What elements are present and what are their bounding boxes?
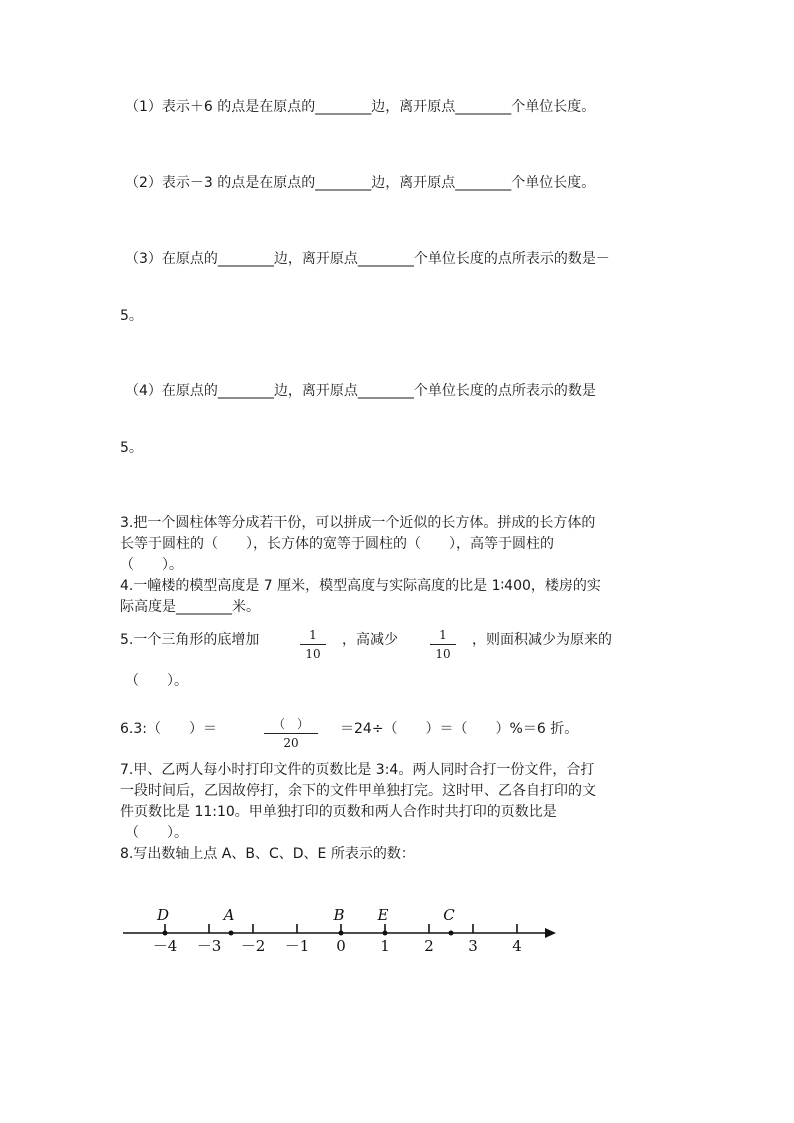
question-4-line1: 4.一幢楼的模型高度是 7 厘米，模型高度与实际高度的比是 1∶400，楼房的实 (120, 578, 601, 594)
question-8: 8.写出数轴上点 A、B、C、D、E 所表示的数： (120, 846, 415, 862)
sub-question-4-line1: （4）在原点的________边，离开原点________个单位长度的点所表示的数是 (125, 383, 596, 399)
fraction-denominator: 10 (305, 647, 321, 661)
question-3-line1: 3.把一个圆柱体等分成若干份，可以拼成一个近似的长方体。拼成的长方体的 (120, 515, 596, 531)
question-5-middle: ，高减少 (342, 632, 398, 648)
question-6-suffix: ＝24÷（ ）＝（ ）%＝6 折。 (340, 721, 579, 737)
question-4-line2: 际高度是________米。 (120, 599, 260, 615)
sub-question-3-line2: 5。 (120, 308, 143, 324)
question-6-prefix: 6.3:（ ）＝ (120, 721, 217, 737)
question-7-line2: 一段时间后，乙因故停打，余下的文件甲单独打完。这时甲、乙各自打印的文 (120, 783, 596, 799)
tick-label: －4 (152, 937, 178, 955)
question-7-line1: 7.甲、乙两人每小时打印文件的页数比是 3:4。两人同时合打一份文件，合打 (120, 762, 595, 778)
sub-question-1: （1）表示＋6 的点是在原点的________边，离开原点________个单位长度。 (125, 99, 596, 115)
fraction-numerator: 1 (439, 628, 447, 642)
question-5-prefix: 5.一个三角形的底增加 (120, 632, 260, 648)
number-line-arrow-icon (545, 928, 556, 938)
point-marker (383, 931, 388, 936)
tick-label: －1 (284, 937, 310, 955)
number-line (0, 890, 794, 970)
fraction-bar (264, 733, 318, 734)
question-3-line3: （ ）。 (120, 557, 183, 573)
point-label: D (156, 906, 170, 924)
tick-label: 1 (380, 937, 390, 955)
sub-question-4-line2: 5。 (120, 440, 143, 456)
sub-question-2: （2）表示－3 的点是在原点的________边，离开原点________个单位长度。 (125, 175, 596, 191)
question-5-fraction-1 (300, 628, 326, 661)
tick-label: 3 (468, 937, 478, 955)
question-7-line3: 件页数比是 11:10。甲单独打印的页数和两人合作时共打印的页数比是 (120, 804, 557, 820)
fraction-denominator: 20 (283, 736, 299, 750)
fraction-numerator: （ ） (272, 717, 309, 731)
tick-label: －3 (196, 937, 222, 955)
fraction-denominator: 10 (435, 647, 451, 661)
point-label: E (377, 906, 389, 924)
question-5-line2: （ ）。 (125, 673, 188, 689)
question-3-line2: 长等于圆柱的（ ），长方体的宽等于圆柱的（ ），高等于圆柱的 (120, 536, 554, 552)
tick-label: －2 (240, 937, 266, 955)
tick-label: 4 (512, 937, 522, 955)
point-marker (163, 931, 168, 936)
point-marker (339, 931, 344, 936)
fraction-numerator: 1 (309, 628, 317, 642)
question-6-fraction (264, 717, 318, 750)
question-7-line4: （ ）。 (125, 825, 188, 841)
point-marker (449, 931, 454, 936)
sub-question-3-line1: （3）在原点的________边，离开原点________个单位长度的点所表示的数是－ (125, 251, 610, 267)
fraction-bar (300, 644, 326, 645)
question-5-suffix: ，则面积减少为原来的 (472, 632, 612, 648)
tick-label: 0 (336, 937, 346, 955)
point-marker (229, 931, 234, 936)
point-label: B (333, 906, 345, 924)
point-label: C (443, 906, 455, 924)
question-5-fraction-2 (430, 628, 456, 661)
tick-label: 2 (424, 937, 434, 955)
fraction-bar (430, 644, 456, 645)
point-label: A (223, 906, 235, 924)
